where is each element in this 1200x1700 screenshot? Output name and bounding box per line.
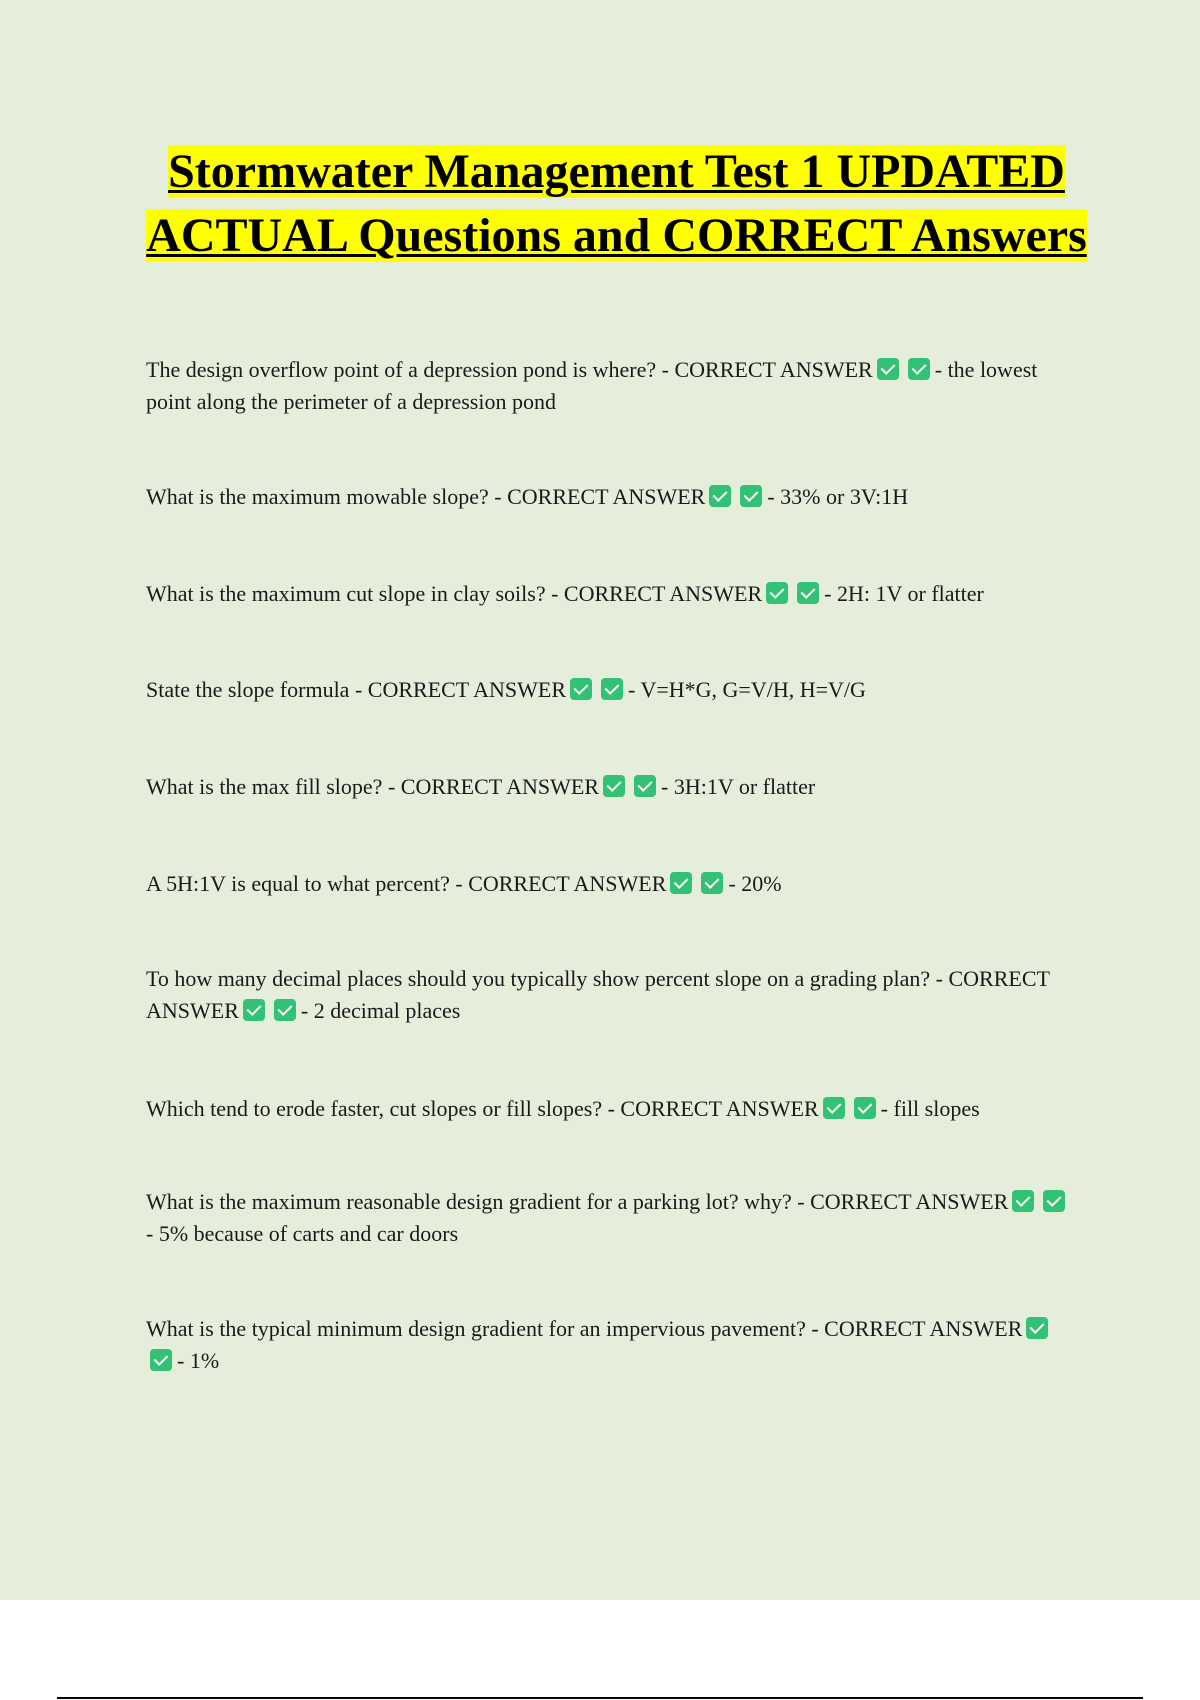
question-text: Which tend to erode faster, cut slopes or fill slopes? (146, 1096, 603, 1121)
answer-marker: CORRECT ANSWER (400, 774, 600, 799)
answer-marker: CORRECT ANSWER (146, 966, 1050, 1023)
qa-item: What is the max fill slope? - CORRECT ANSWER - 3H:1V or flatter (146, 774, 816, 799)
check-mark-button-icon (634, 775, 656, 797)
qa-item: A 5H:1V is equal to what percent? - CORRECT ANSWER - 20% (146, 871, 782, 896)
answer-marker: CORRECT ANSWER (824, 1316, 1023, 1341)
answer-marker: CORRECT ANSWER (810, 1189, 1009, 1214)
answer-text: the lowest point along the perimeter of a depression pond (146, 357, 1038, 414)
question-text: What is the max fill slope? (146, 774, 383, 799)
check-mark-button-icon (274, 999, 296, 1021)
check-mark-button-icon (823, 1097, 845, 1119)
question-text: The design overflow point of a depression pond is where? (146, 357, 657, 382)
check-mark-button-icon (709, 485, 731, 507)
question-text: What is the maximum reasonable design gradient for a parking lot? why? (146, 1189, 792, 1214)
answer-text: 3H:1V or flatter (673, 774, 816, 799)
footer-rule (57, 1697, 1143, 1699)
question-text: To how many decimal places should you typically show percent slope on a grading plan? (146, 966, 931, 991)
answer-text: fill slopes (893, 1096, 980, 1121)
check-mark-button-icon (1026, 1317, 1048, 1339)
check-mark-button-icon (701, 872, 723, 894)
check-mark-button-icon (601, 678, 623, 700)
check-mark-button-icon (603, 775, 625, 797)
answer-marker: CORRECT ANSWER (367, 677, 567, 702)
answer-text: 2 decimal places (313, 998, 461, 1023)
qa-item: What is the typical minimum design gradient for an impervious pavement? - CORRECT ANSWER- 1% (146, 1313, 1076, 1377)
qa-item: To how many decimal places should you typically show percent slope on a grading plan? - CORRECT ANSWER - 2 decimal places (146, 966, 1050, 1023)
question-text: What is the typical minimum design gradient for an impervious pavement? (146, 1316, 806, 1341)
document-title (100, 140, 1133, 268)
check-mark-button-icon (877, 358, 899, 380)
check-mark-button-icon (908, 358, 930, 380)
check-mark-button-icon (854, 1097, 876, 1119)
qa-item: What is the maximum cut slope in clay soils? - CORRECT ANSWER - 2H: 1V or flatter (146, 581, 984, 606)
answer-text: 5% because of carts and car doors (158, 1221, 459, 1246)
check-mark-button-icon (150, 1349, 172, 1371)
answer-marker: CORRECT ANSWER (563, 581, 763, 606)
question-text: What is the maximum mowable slope? (146, 484, 489, 509)
answer-marker: CORRECT ANSWER (507, 484, 706, 509)
check-mark-button-icon (797, 582, 819, 604)
check-mark-button-icon (670, 872, 692, 894)
title-block (100, 140, 1133, 268)
answer-marker: CORRECT ANSWER (468, 871, 667, 896)
qa-item: The design overflow point of a depression pond is where? - CORRECT ANSWER - the lowest point along the perimeter of a depression pond (146, 357, 1038, 414)
question-text: A 5H:1V is equal to what percent? (146, 871, 450, 896)
answer-text: V=H*G, G=V/H, H=V/G (640, 677, 866, 702)
answer-text: 1% (189, 1348, 220, 1373)
answer-marker: CORRECT ANSWER (620, 1096, 819, 1121)
answer-text: 20% (741, 871, 782, 896)
check-mark-button-icon (243, 999, 265, 1021)
qa-item: Which tend to erode faster, cut slopes or fill slopes? - CORRECT ANSWER - fill slopes (146, 1096, 980, 1121)
highlighted-title-text: Stormwater Management Test 1 UPDATED ACTUAL Questions and CORRECT Answers (146, 145, 1087, 262)
check-mark-button-icon (740, 485, 762, 507)
question-text: What is the maximum cut slope in clay soils? (146, 581, 546, 606)
qa-item: What is the maximum mowable slope? - CORRECT ANSWER - 33% or 3V:1H (146, 484, 909, 509)
qa-item: State the slope formula - CORRECT ANSWER - V=H*G, G=V/H, H=V/G (146, 677, 866, 702)
question-text: State the slope formula (146, 677, 350, 702)
answer-text: 33% or 3V:1H (780, 484, 909, 509)
answer-marker: CORRECT ANSWER (674, 357, 873, 382)
check-mark-button-icon (1043, 1190, 1065, 1212)
check-mark-button-icon (766, 582, 788, 604)
qa-item: What is the maximum reasonable design gradient for a parking lot? why? - CORRECT ANSWER- 5% because of carts and car doors (146, 1186, 1076, 1250)
check-mark-button-icon (1012, 1190, 1034, 1212)
check-mark-button-icon (570, 678, 592, 700)
answer-text: 2H: 1V or flatter (837, 581, 984, 606)
